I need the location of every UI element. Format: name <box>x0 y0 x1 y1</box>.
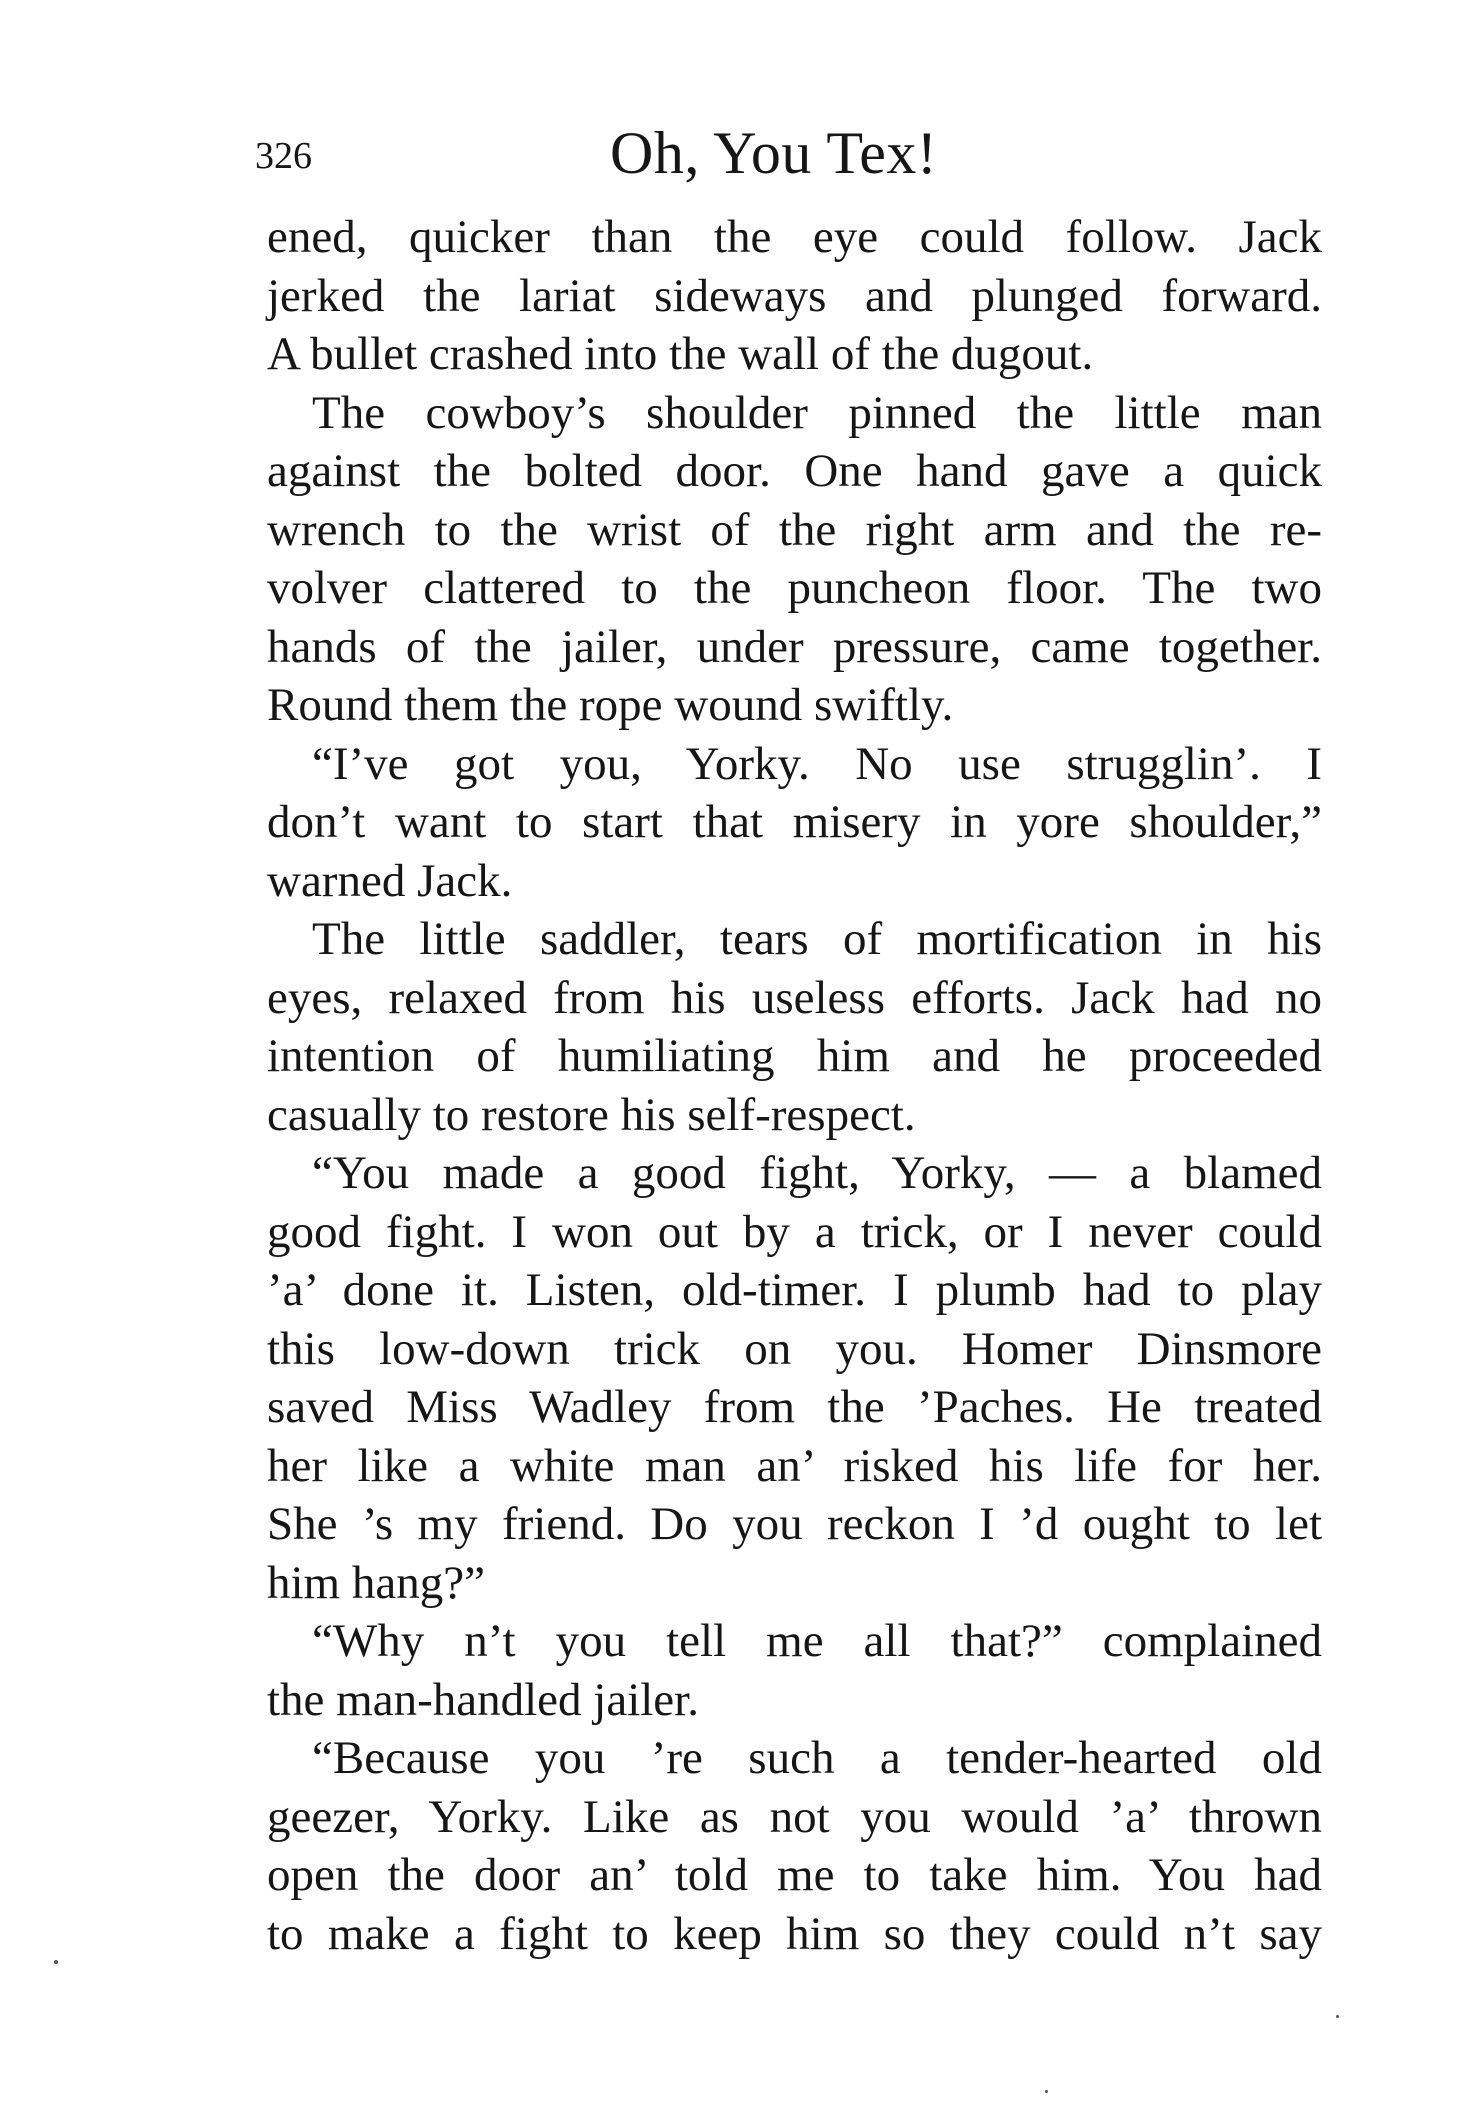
text-line: against the bolted door. One hand gave a quick <box>267 445 1322 497</box>
text-line: A bullet crashed into the wall of the dugout. <box>267 328 1094 380</box>
scan-speck <box>1336 2015 1339 2018</box>
body-text <box>267 208 1322 1963</box>
text-line: warned Jack. <box>267 854 513 907</box>
text-line: good fight. I won out by a trick, or I never could <box>267 1205 1322 1258</box>
text-line: hands of the jailer, under pressure, came together. <box>267 620 1322 673</box>
text-line: eyes, relaxed from his useless efforts. Jack had no <box>267 971 1322 1024</box>
page-number: 326 <box>255 135 312 177</box>
text-line: volver clattered to the puncheon floor. The two <box>267 562 1322 614</box>
text-line: Round them the rope wound swiftly. <box>267 679 954 731</box>
text-line: him hang?” <box>267 1556 485 1609</box>
text-line: wrench to the wrist of the right arm and the re- <box>267 503 1322 556</box>
text-line: the man-handled jailer. <box>267 1673 699 1726</box>
text-line: geezer, Yorky. Like as not you would ’a’ thrown <box>267 1790 1322 1843</box>
text-line: jerked the lariat sideways and plunged forward. <box>267 269 1322 322</box>
text-line: intention of humiliating him and he proceeded <box>267 1030 1322 1082</box>
text-line: don’t want to start that misery in yore shoulder,” <box>267 796 1322 848</box>
text-line: ened, quicker than the eye could follow. Jack <box>267 211 1322 263</box>
scan-speck <box>1045 2090 1048 2093</box>
text-line: casually to restore his self-respect. <box>267 1088 916 1141</box>
text-line: this low-down trick on you. Homer Dinsmore <box>267 1322 1322 1375</box>
text-line: “Why n’t you tell me all that?” complained <box>312 1615 1322 1667</box>
text-line: open the door an’ told me to take him. You had <box>267 1849 1322 1901</box>
running-title: Oh, You Tex! <box>610 120 938 186</box>
text-line: to make a fight to keep him so they could n’t say <box>267 1907 1322 1960</box>
text-line: her like a white man an’ risked his life for her. <box>267 1439 1322 1492</box>
text-line: She ’s my friend. Do you reckon I ’d ought to let <box>267 1498 1322 1550</box>
text-line: The cowboy’s shoulder pinned the little man <box>312 386 1322 439</box>
text-line: “You made a good fight, Yorky, — a blamed <box>312 1147 1322 1199</box>
scan-speck <box>54 1960 58 1964</box>
text-line: “I’ve got you, Yorky. No use strugglin’. I <box>312 737 1322 790</box>
text-line: ’a’ done it. Listen, old-timer. I plumb had to play <box>267 1264 1322 1316</box>
text-line: saved Miss Wadley from the ’Paches. He treated <box>267 1381 1322 1433</box>
text-line: The little saddler, tears of mortification in his <box>312 913 1322 965</box>
text-line: “Because you ’re such a tender-hearted old <box>312 1732 1322 1784</box>
